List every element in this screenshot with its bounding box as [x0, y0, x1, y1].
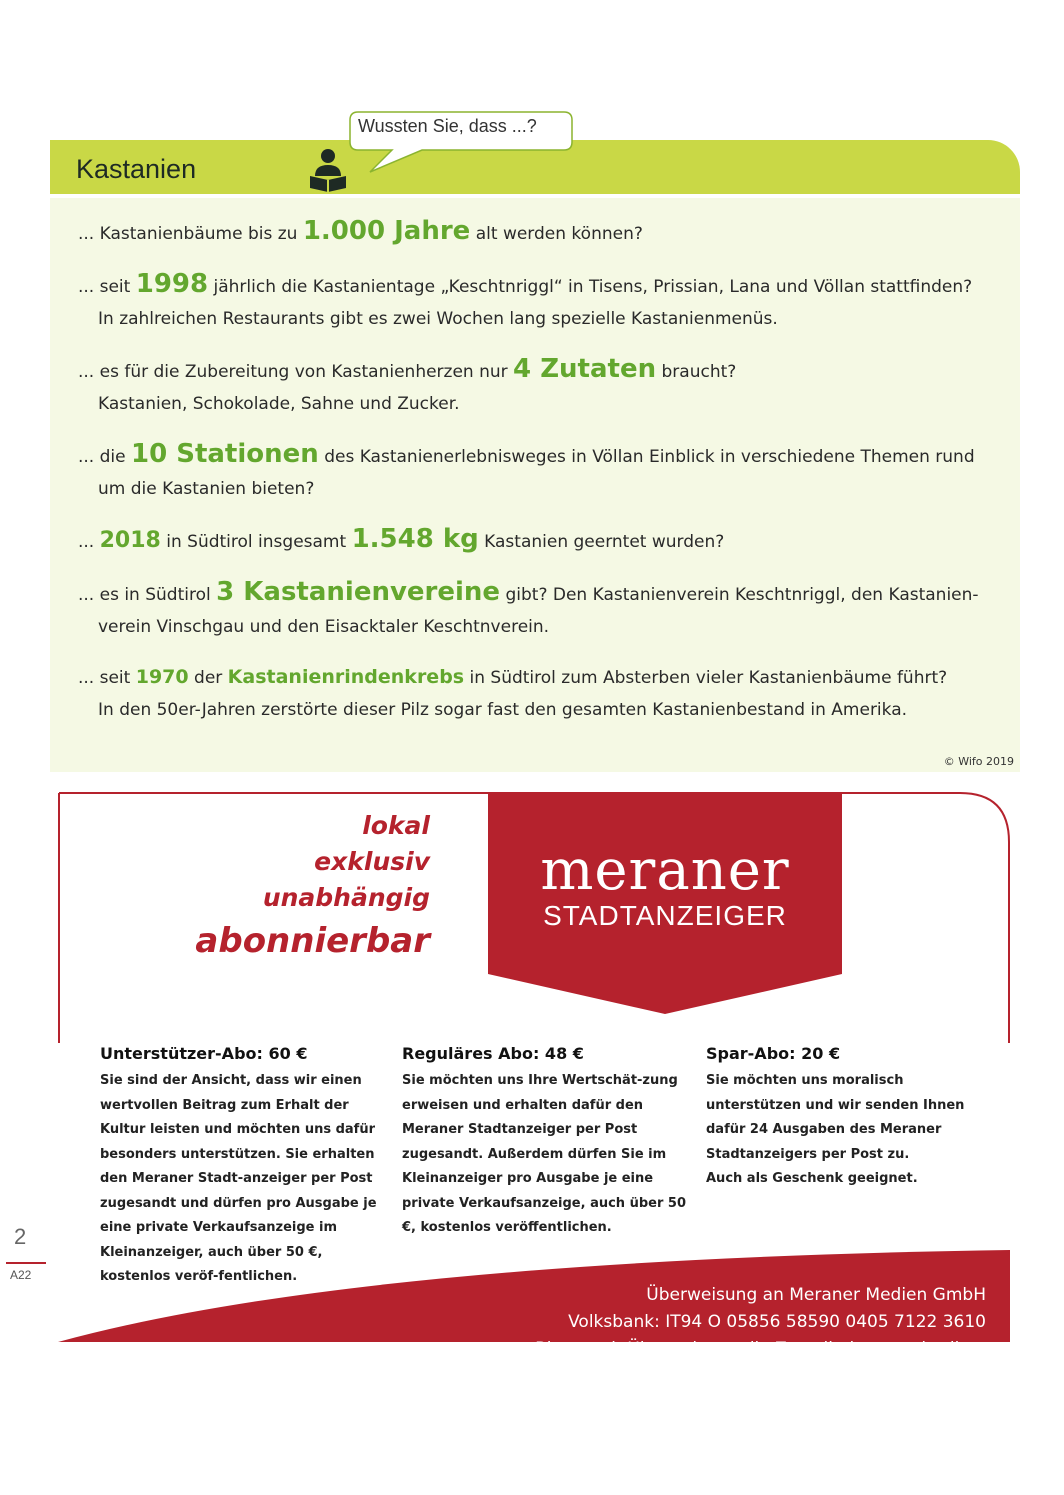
reader-icon [306, 146, 350, 192]
abo-title: Reguläres Abo: 48 € [402, 1044, 584, 1063]
page-code: A22 [10, 1268, 32, 1282]
abo-regulaer [402, 1044, 692, 1241]
fact-text: ... seit [78, 277, 136, 297]
fact-highlight: 4 Zutaten [513, 354, 657, 384]
fact-item [78, 268, 1008, 335]
fact-text: jährlich die Kastanientage „Keschtnriggl“ in Tisens, Prissian, Lana und Völlan stattfinden? [208, 277, 973, 297]
page-number: 2 [14, 1224, 27, 1249]
fact-highlight: Kastanienrindenkrebs [227, 666, 465, 688]
logo-subtitle: STADTANZEIGER [543, 900, 787, 931]
fact-item [78, 215, 1008, 250]
fact-continuation: Kastanien, Schokolade, Sahne und Zucker. [98, 394, 460, 414]
facts-list [78, 215, 1008, 744]
bank-line: Überweisung an Meraner Medien GmbH [646, 1285, 986, 1305]
fact-text: des Kastanienerlebnisweges in Völlan Einblick in verschiedene Themen rund [318, 447, 975, 467]
abo-title: Spar-Abo: 20 € [706, 1044, 841, 1063]
fact-text: alt werden können? [470, 224, 643, 244]
fact-text: ... es in Südtirol [78, 585, 217, 605]
fact-continuation: In den 50er-Jahren zerstörte dieser Pilz sogar fast den gesamten Kastanienbestand in Amerika. [98, 700, 908, 720]
fact-highlight: 3 Kastanienvereine [216, 577, 501, 607]
fact-highlight: 1.548 kg [351, 524, 479, 554]
abo-text: Sie möchten uns moralisch unterstützen und wir senden Ihnen dafür 24 Ausgaben des Meraner Stadtanzeigers per Post zu. [706, 1073, 965, 1162]
fact-text: der [188, 668, 228, 688]
fact-text: in Südtirol zum Absterben vieler Kastanienbäume führt? [464, 668, 948, 688]
fact-item [78, 438, 1008, 505]
abo-spar [706, 1044, 966, 1192]
bank-details [535, 1282, 986, 1363]
abo-text: Sie sind der Ansicht, dass wir einen wertvollen Beitrag zum Erhalt der Kultur leisten und möchten uns dafür besonders unterstützen. Sie erhalten den Meraner Stadt-anzeiger per Post zugesandt und dürfen pro Ausgabe je eine private Verkaufsanzeige im Kleinanzeiger, auch über 50 €, kostenlos veröf-fentlichen. [100, 1073, 377, 1284]
abo-title: Unterstützer-Abo: 60 € [100, 1044, 308, 1063]
fact-continuation: um die Kastanien bieten? [98, 479, 315, 499]
fact-highlight: 1.000 Jahre [302, 216, 471, 246]
fact-item [78, 576, 1008, 643]
fact-highlight: 10 Stationen [131, 439, 319, 469]
fact-highlight: 1970 [135, 666, 189, 688]
copyright: © Wifo 2019 [943, 755, 1014, 768]
slogan-unabhaengig: unabhängig [262, 883, 430, 912]
kastanien-title: Kastanien [76, 154, 197, 184]
fact-continuation: In zahlreichen Restaurants gibt es zwei Wochen lang spezielle Kastanienmenüs. [98, 309, 778, 329]
fact-highlight: 2018 [99, 528, 161, 553]
abo-extra: Auch als Geschenk geeignet. [706, 1171, 918, 1186]
fact-text: braucht? [656, 362, 737, 382]
slogan-exklusiv: exklusiv [314, 847, 430, 876]
fact-item [78, 523, 1008, 558]
slogans [120, 808, 430, 966]
fact-highlight: 1998 [135, 269, 209, 299]
page-divider [6, 1262, 46, 1264]
fact-text: ... [78, 532, 100, 552]
fact-text: ... seit [78, 668, 136, 688]
fact-text: ... Kastanienbäume bis zu [78, 224, 303, 244]
slogan-lokal: lokal [362, 811, 430, 840]
fact-continuation: verein Vinschgau und den Eisacktaler Keschtnverein. [98, 617, 550, 637]
bank-line: Volksbank: IT94 O 05856 58590 0405 7122 3610 [568, 1312, 986, 1332]
slogan-abonnierbar: abonnierbar [195, 921, 430, 961]
fact-text: gibt? Den Kastanienverein Keschtnriggl, den Kastanien- [500, 585, 979, 605]
fact-text: Kastanien geerntet wurden? [478, 532, 725, 552]
speech-bubble-text: Wussten Sie, dass ...? [358, 116, 537, 136]
fact-item [78, 353, 1008, 420]
abo-text: Sie möchten uns Ihre Wertschät-zung erweisen und erhalten dafür den Meraner Stadtanzeiger per Post zugesandt. Außerdem dürfen Sie im Kleinanzeiger pro Ausgabe je eine private Verkaufsanzeige, auch über 50 €, kostenlos veröffentlichen. [402, 1073, 686, 1235]
logo-wordmark: meraner [540, 838, 790, 903]
bank-line: Bitte nach Überweisung die Zustelladresse mitteilen. [535, 1339, 986, 1359]
fact-text: in Südtirol insgesamt [160, 532, 352, 552]
fact-text: ... es für die Zubereitung von Kastanienherzen nur [78, 362, 514, 382]
fact-text: ... die [78, 447, 131, 467]
fact-item [78, 661, 1008, 726]
